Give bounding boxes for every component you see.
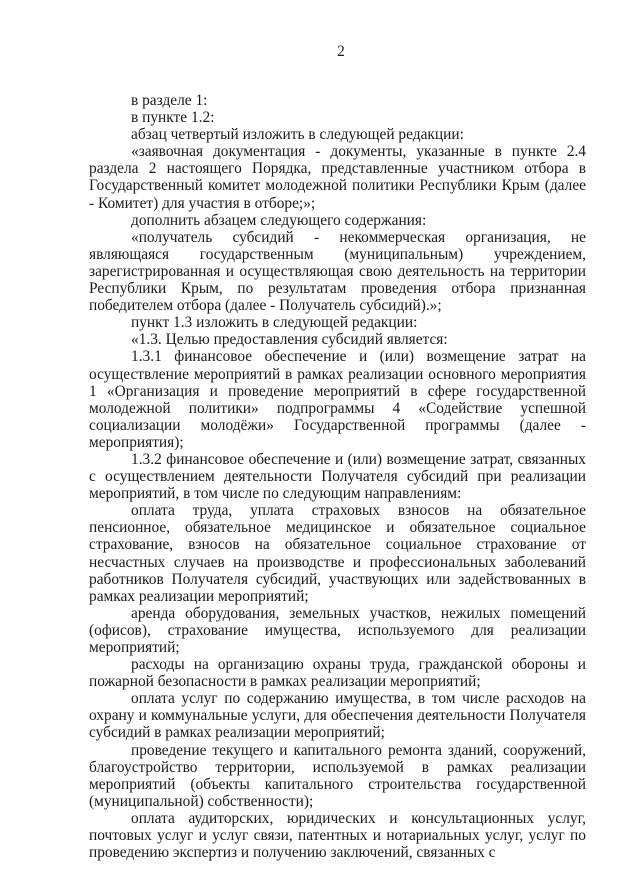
paragraph-labor-costs: оплата труда, уплата страховых взносов на обязательное пенсионное, обязательное медицинское и обязательное социальное страхование, взносов на обязательное социальное страхование от несчастных случаев на производстве и профессиональных заболеваний работников Получателя субсидий, участвующих или задействованных в рамках реализации мероприятий; [89, 502, 586, 605]
paragraph-point-1-3-instruction: пункт 1.3 изложить в следующей редакции: [131, 314, 418, 332]
paragraph-instruction-add: дополнить абзацем следующего содержания: [131, 211, 427, 229]
paragraph-1-3-1: 1.3.1 финансовое обеспечение и (или) возмещение затрат на осуществление мероприятий в рамках реализации основного мероприятия 1 «Организация и проведение мероприятий в сфере государственной молодежной политики» подпрограммы 4 «Содействие успешной социализации молодёжи» Государственной программы (далее - мероприятия); [89, 348, 586, 451]
paragraph-rent: аренда оборудования, земельных участков, нежилых помещений (офисов), страхование имущества, используемого для реализации мероприятий; [89, 604, 586, 656]
paragraph-section-ref: в разделе 1: [131, 92, 208, 109]
document-body [89, 92, 586, 861]
paragraph-repairs: проведение текущего и капитального ремонта зданий, сооружений, благоустройство территории, используемой в рамках реализации мероприятий (объекты капитального строительства государственной (муниципальной) собственности); [89, 741, 586, 810]
paragraph-safety: расходы на организацию охраны труда, гражданской обороны и пожарной безопасности в рамках реализации мероприятий; [89, 656, 586, 691]
paragraph-services: оплата аудиторских, юридических и консультационных услуг, почтовых услуг и услуг связи, патентных и нотариальных услуг, услуг по проведению экспертиз и получению заключений, связанных с [89, 809, 586, 862]
paragraph-application-docs: «заявочная документация - документы, указанные в пункте 2.4 раздела 2 настоящего Порядка, представленные участником отбора в Государственный комитет молодежной политики Республики Крым (далее - Комитет) для участия в отборе;»; [89, 143, 586, 212]
paragraph-recipient-definition: «получатель субсидий - некоммерческая организация, не являющаяся государственным (муниципальным) учреждением, зарегистрированная и осуществляющая свою деятельность на территории Республики Крым, по результатам проведения отбора признанная победителем отбора (далее - Получатель субсидий).»; [89, 228, 586, 315]
page-number: 2 [337, 43, 345, 60]
paragraph-point-ref: в пункте 1.2: [131, 109, 215, 127]
paragraph-instruction-4th: абзац четвертый изложить в следующей редакции: [131, 126, 464, 144]
paragraph-1-3-2: 1.3.2 финансовое обеспечение и (или) возмещение затрат, связанных с осуществлением деятельности Получателя субсидий при реализации мероприятий, в том числе по следующим направлениям: [89, 450, 586, 503]
paragraph-maintenance: оплата услуг по содержанию имущества, в том числе расходов на охрану и коммунальные услуги, для обеспечения деятельности Получателя субсидий в рамках реализации мероприятий; [89, 690, 586, 742]
paragraph-purpose-heading: «1.3. Целью предоставления субсидий является: [131, 331, 448, 349]
